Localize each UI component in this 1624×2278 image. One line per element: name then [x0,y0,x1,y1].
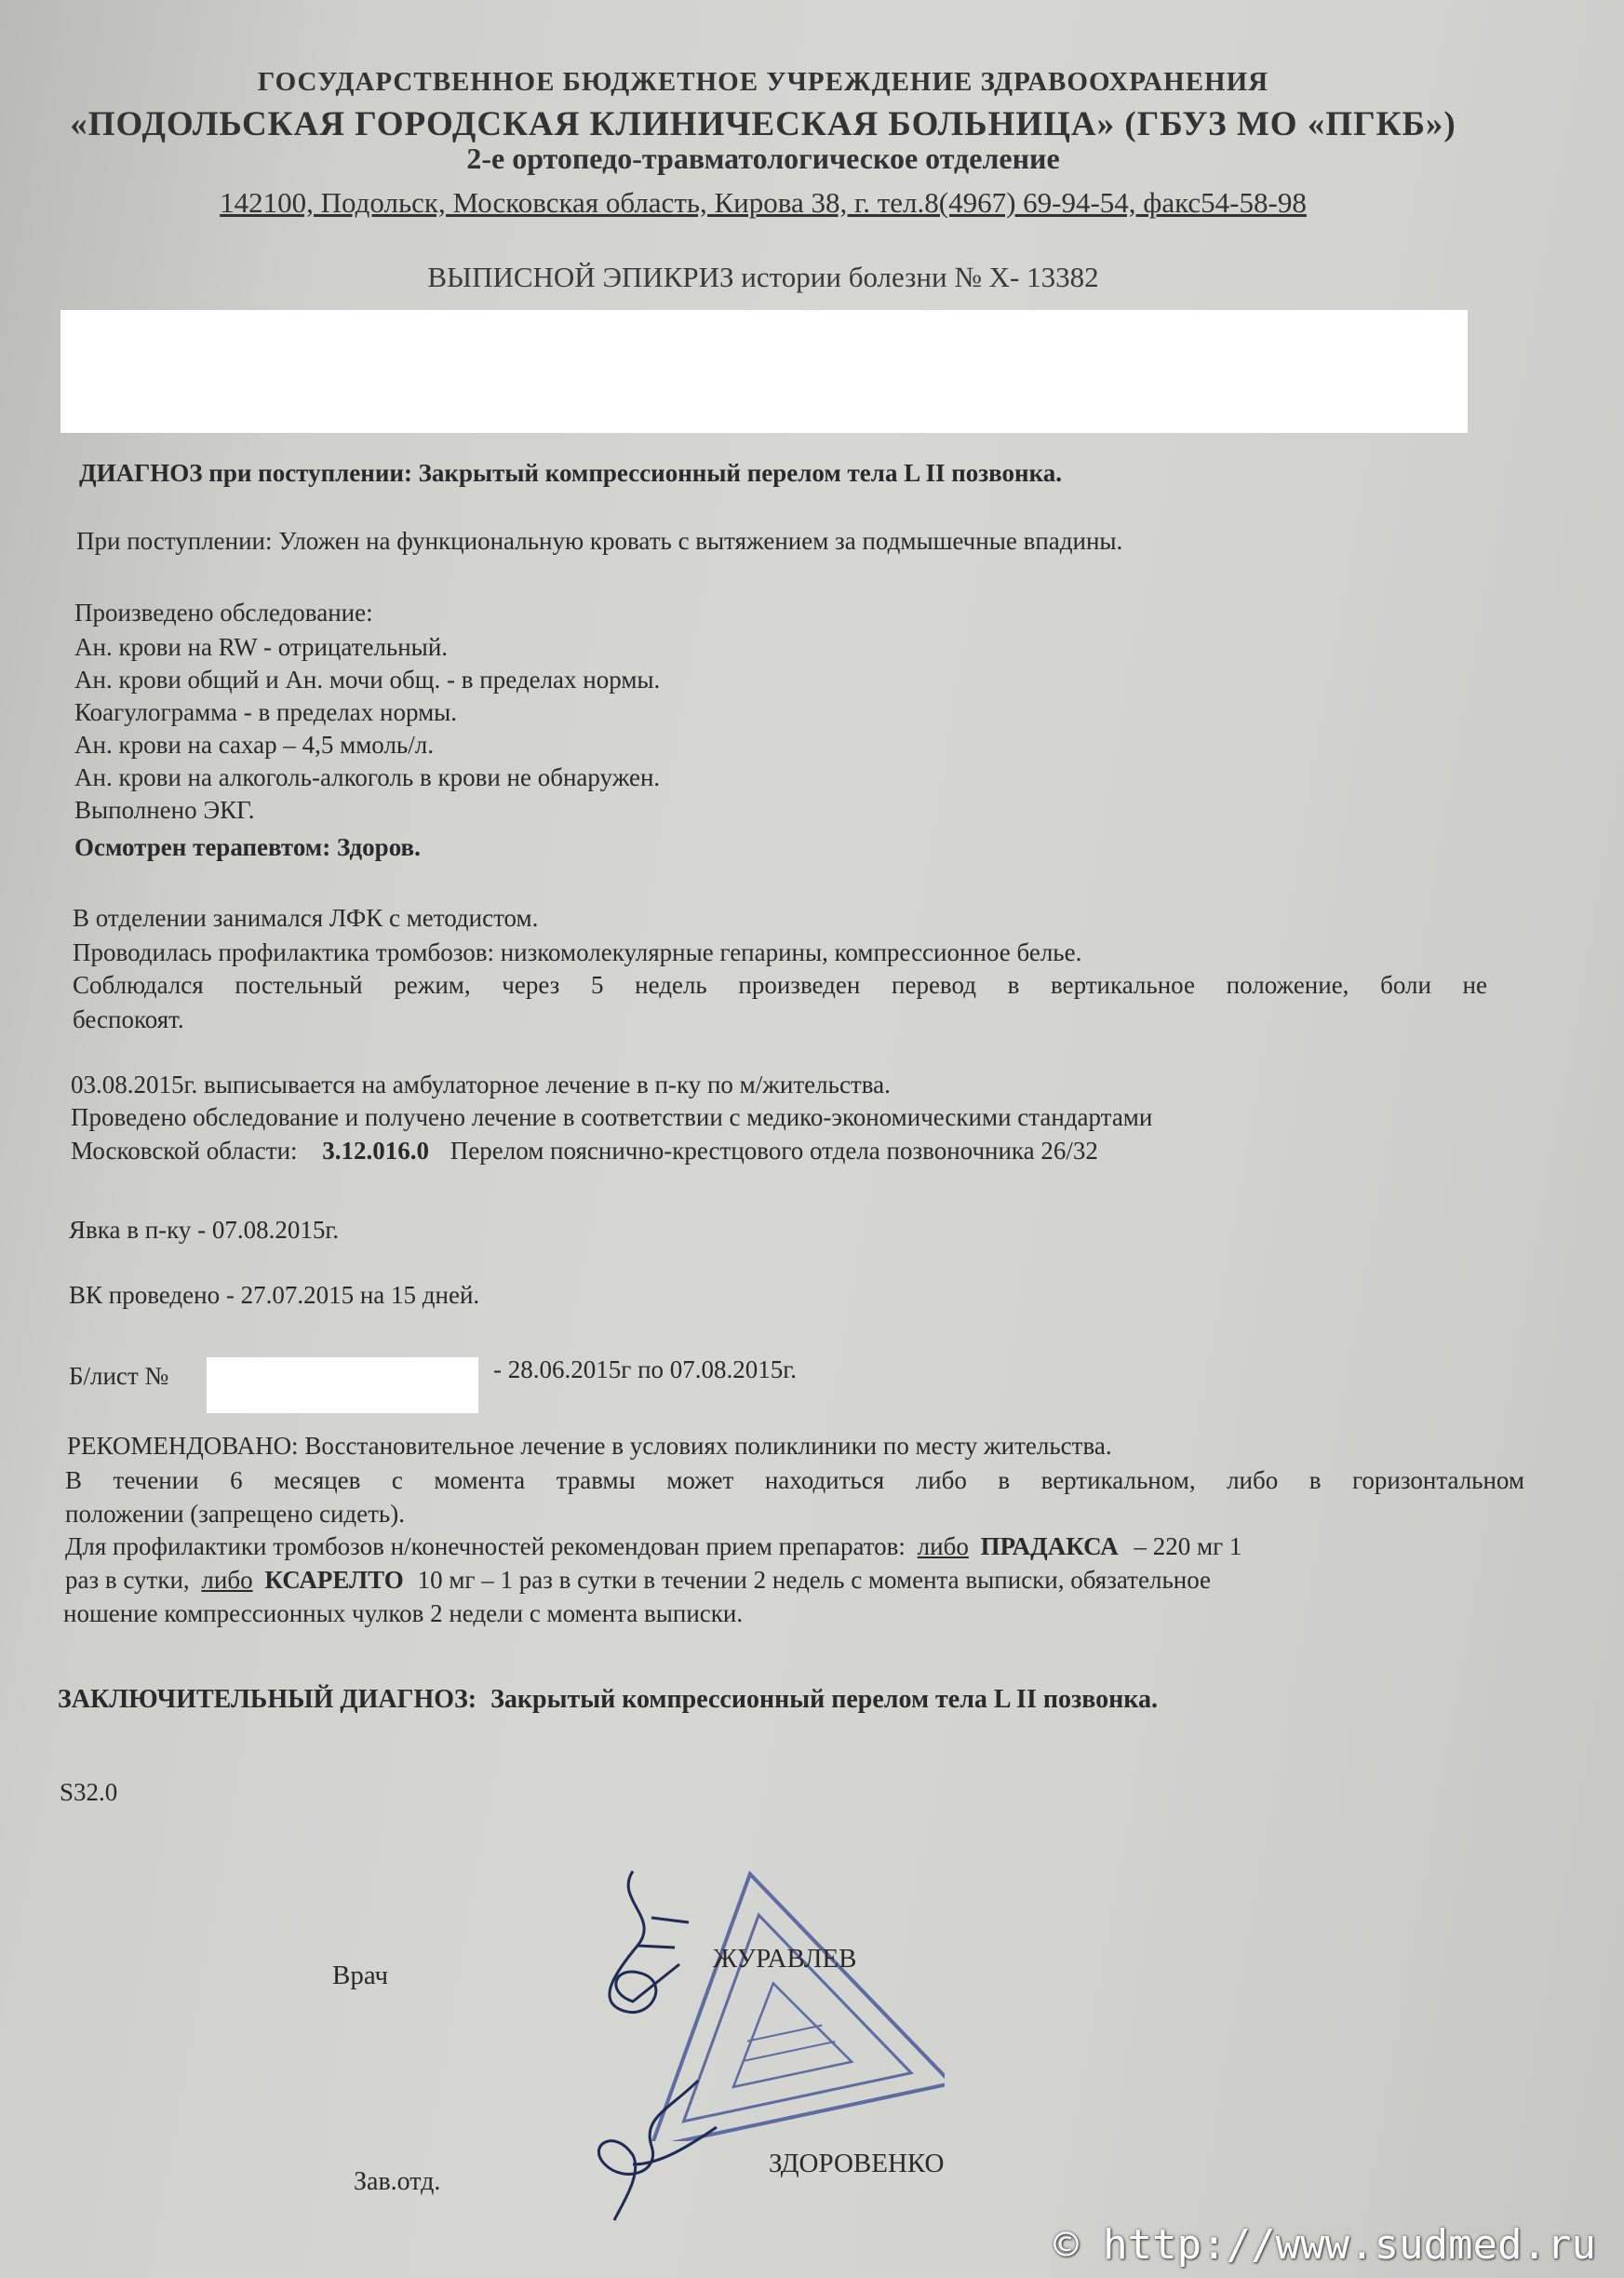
therapist-note: Осмотрен терапевтом: Здоров. [74,833,421,861]
treatment-line: Соблюдался постельный режим, через 5 недель произведен перевод в вертикальное положение, боли не [73,971,1487,999]
recommendation-line: В течении 6 месяцев с момента травмы может находиться либо в вертикальном, либо в горизонтальном [65,1466,1524,1494]
exam-item: Ан. крови на сахар – 4,5 ммоль/л. [74,731,434,759]
recommendation-line: положении (запрещено сидеть). [65,1500,405,1528]
discharge-line: 03.08.2015г. выписывается на амбулаторное лечение в п-ку по м/жительства. [71,1071,891,1099]
header-address: 142100, Подольск, Московская область, Кирова 38, г. тел.8(4967) 69-94-54, факс54-58-98 [220,186,1307,219]
diagnosis-admission: ДИАГНОЗ при поступлении: Закрытый компрессионный перелом тела L II позвонка. [79,459,1062,487]
discharge-standard-line [71,1139,1098,1164]
recommendation-line: ношение компрессионных чулков 2 недели с момента выписки. [63,1599,744,1627]
header-org-type: ГОСУДАРСТВЕННОЕ БЮДЖЕТНОЕ УЧРЕЖДЕНИЕ ЗДРАВООХРАНЕНИЯ [257,67,1269,97]
recommendation-drugs-line: раз в сутки, либо КСАРЕЛТО 10 мг – 1 раз в сутки в течении 2 недель с момента выписки, обязательное [65,1566,1212,1594]
standard-description: Перелом пояснично-крестцового отдела позвоночника 26/32 [450,1137,1098,1165]
head-label: Зав.отд. [354,2167,441,2196]
icd-code: S32.0 [60,1778,118,1806]
libo-word: либо [201,1566,253,1594]
watermark: © http://www.sudmed.ru [1054,2221,1596,2269]
discharge-region: Московской области: [71,1137,298,1165]
doctor-label: Врач [332,1961,389,1990]
exam-heading: Произведено обследование: [74,599,373,627]
final-diagnosis-label: ЗАКЛЮЧИТЕЛЬНЫЙ ДИАГНОЗ: [58,1685,477,1714]
exam-item: Ан. крови на алкоголь-алкоголь в крови не обнаружен. [74,763,661,791]
document-title: ВЫПИСНОЙ ЭПИКРИЗ истории болезни № Х- 13382 [427,261,1099,293]
recommendation-line: РЕКОМЕНДОВАНО: Восстановительное лечение в условиях поликлиники по месту жительства. [67,1432,1112,1460]
treatment-line: В отделении занимался ЛФК с методистом. [73,904,539,932]
exam-item: Коагулограмма - в пределах нормы. [74,698,458,726]
head-signature [586,2071,735,2230]
admission-note: При поступлении: Уложен на функциональную кровать с вытяжением за подмышечные впадины. [76,527,1123,555]
drug-pradaxa: ПРАДАКСА [980,1532,1119,1560]
doctor-name: ЖУРАВЛЕВ [713,1944,857,1974]
final-diagnosis-text: Закрытый компрессионный перелом тела L II позвонка. [490,1685,1159,1714]
standard-code: 3.12.016.0 [322,1137,430,1165]
doctor-signature [586,1862,698,2039]
head-name: ЗДОРОВЕНКО [769,2149,945,2178]
libo-word: либо [917,1532,969,1560]
sick-leave-label: Б/лист № [69,1362,169,1390]
treatment-line: беспокоят. [73,1005,184,1033]
header-department: 2-е ортопедо-травматологическое отделение [466,142,1060,175]
redacted-sick-leave-number [207,1357,478,1413]
exam-item: Выполнено ЭКГ. [74,796,255,824]
discharge-line: Проведено обследование и получено лечение в соответствии с медико-экономическими стандартами [71,1103,1153,1131]
header-org-name: «ПОДОЛЬСКАЯ ГОРОДСКАЯ КЛИНИЧЕСКАЯ БОЛЬНИЦА» (ГБУЗ МО «ПГКБ») [70,105,1456,143]
recommendation-drugs-line: Для профилактики тромбозов н/конечностей рекомендован прием препаратов: либо ПРАДАКСА – 220 мг 1 [65,1532,1242,1560]
exam-item: Ан. крови на RW - отрицательный. [74,633,449,661]
vk-note: ВК проведено - 27.07.2015 на 15 дней. [69,1281,480,1309]
treatment-line: Проводилась профилактика тромбозов: низкомолекулярные гепарины, компрессионное белье. [73,938,1082,966]
final-diagnosis [58,1687,1158,1713]
redacted-patient-info [60,310,1468,433]
drug-xarelto: КСАРЕЛТО [264,1566,404,1594]
visit-date: Явка в п-ку - 07.08.2015г. [69,1216,340,1244]
sick-leave-dates: - 28.06.2015г по 07.08.2015г. [493,1355,798,1383]
exam-item: Ан. крови общий и Ан. мочи общ. - в пределах нормы. [74,666,661,694]
